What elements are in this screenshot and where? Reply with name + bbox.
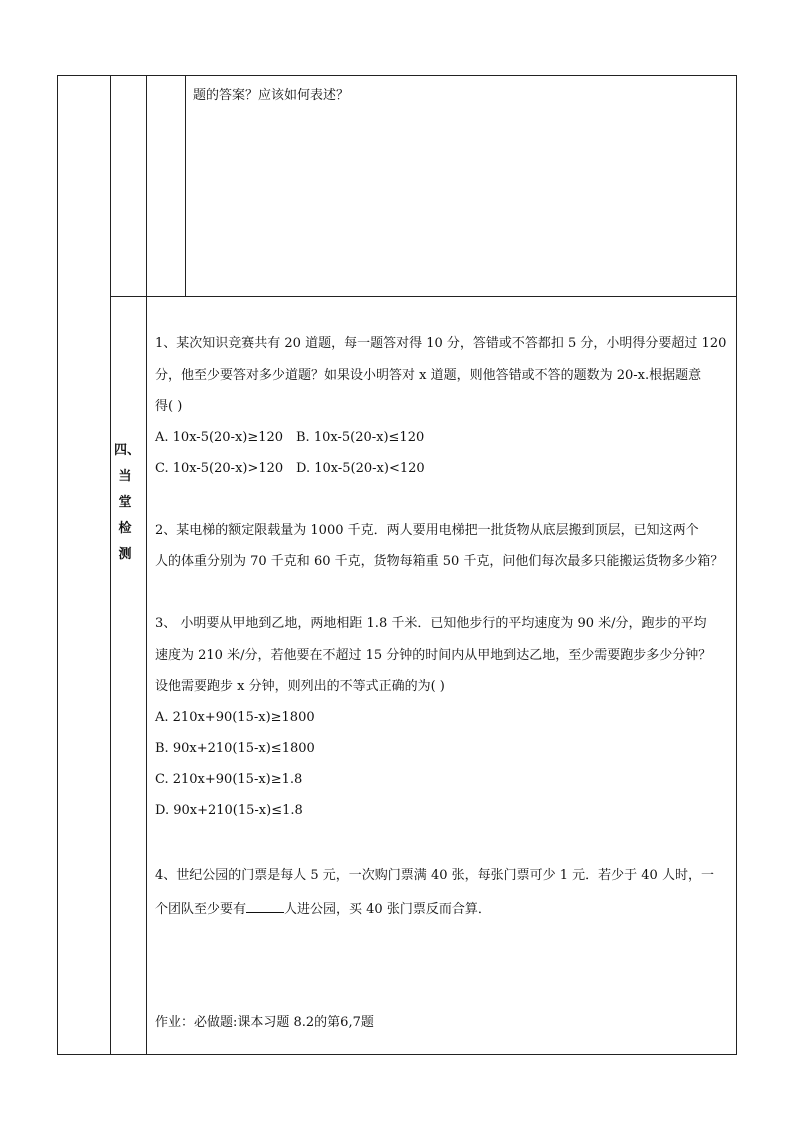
- q3-line-1: 3、 小明要从甲地到乙地，两地相距 1.8 千米．已知他步行的平均速度为 90 米/分，跑步的平均: [155, 616, 707, 631]
- q2-line-2: 人的体重分别为 70 千克和 60 千克，货物每箱重 50 千克，问他们每次最多只能搬运货物多少箱？: [155, 554, 724, 569]
- q4-line-2: [155, 898, 491, 920]
- table-inner-column-border: [185, 75, 186, 296]
- q3-option-b: B. 90x+210(15-x)≤1800: [155, 741, 315, 756]
- q2-line-1: 2、某电梯的额定限载量为 1000 千克．两人要用电梯把一批货物从底层搬到顶层，已知这两个: [155, 523, 699, 538]
- table-section-divider: [110, 296, 737, 297]
- table-left-border: [57, 75, 58, 1055]
- section-label-char: 当: [118, 469, 132, 484]
- q4-line-2-after-blank: 人进公园，买 40 张门票反而合算．: [284, 902, 491, 917]
- q3-line-3: 设他需要跑步 x 分钟，则列出的不等式正确的为( ): [155, 679, 445, 694]
- q3-option-d: D. 90x+210(15-x)≤1.8: [155, 803, 303, 818]
- answer-blank: [246, 898, 284, 913]
- table-column-3-border: [146, 75, 147, 1055]
- q4-line-2-before-blank: 个团队至少要有: [155, 902, 247, 917]
- table-bottom-border: [57, 1054, 737, 1055]
- q1-line-1: 1、某次知识竞赛共有 20 道题，每一题答对得 10 分，答错或不答都扣 5 分，小明得分要超过 120: [155, 336, 727, 351]
- q4-line-1: 4、世纪公园的门票是每人 5 元，一次购门票满 40 张，每张门票可少 1 元．若少于 40 人时，一: [155, 868, 714, 883]
- section-label-char: 检: [118, 521, 132, 536]
- top-section-text: 题的答案？应该如何表述？: [193, 88, 350, 103]
- table-right-border: [736, 75, 737, 1055]
- q3-option-c: C. 210x+90(15-x)≥1.8: [155, 772, 303, 787]
- section-label-char: 四、: [114, 443, 141, 458]
- table-top-border: [57, 75, 737, 76]
- section-label-char: 测: [118, 547, 132, 562]
- table-column-2-border: [110, 75, 111, 1055]
- q3-option-a: A. 210x+90(15-x)≥1800: [155, 710, 315, 725]
- q1-option-d: D. 10x-5(20-x)<120: [296, 461, 425, 476]
- q1-option-c: C. 10x-5(20-x)>120: [155, 461, 284, 476]
- q1-option-b: B. 10x-5(20-x)≤120: [296, 430, 425, 445]
- section-label-char: 堂: [118, 495, 132, 510]
- section-four-label: [114, 438, 141, 568]
- q3-line-2: 速度为 210 米/分，若他要在不超过 15 分钟的时间内从甲地到达乙地，至少需要跑步多少分钟？: [155, 648, 712, 663]
- q1-line-2: 分，他至少要答对多少道题？如果设小明答对 x 道题，则他答错或不答的题数为 20-x.根据题意: [155, 368, 702, 383]
- homework-line: 作业：必做题:课本习题 8.2的第6,7题: [155, 1015, 374, 1030]
- q1-line-3: 得( ): [155, 399, 183, 414]
- q1-option-a: A. 10x-5(20-x)≥120: [155, 430, 284, 445]
